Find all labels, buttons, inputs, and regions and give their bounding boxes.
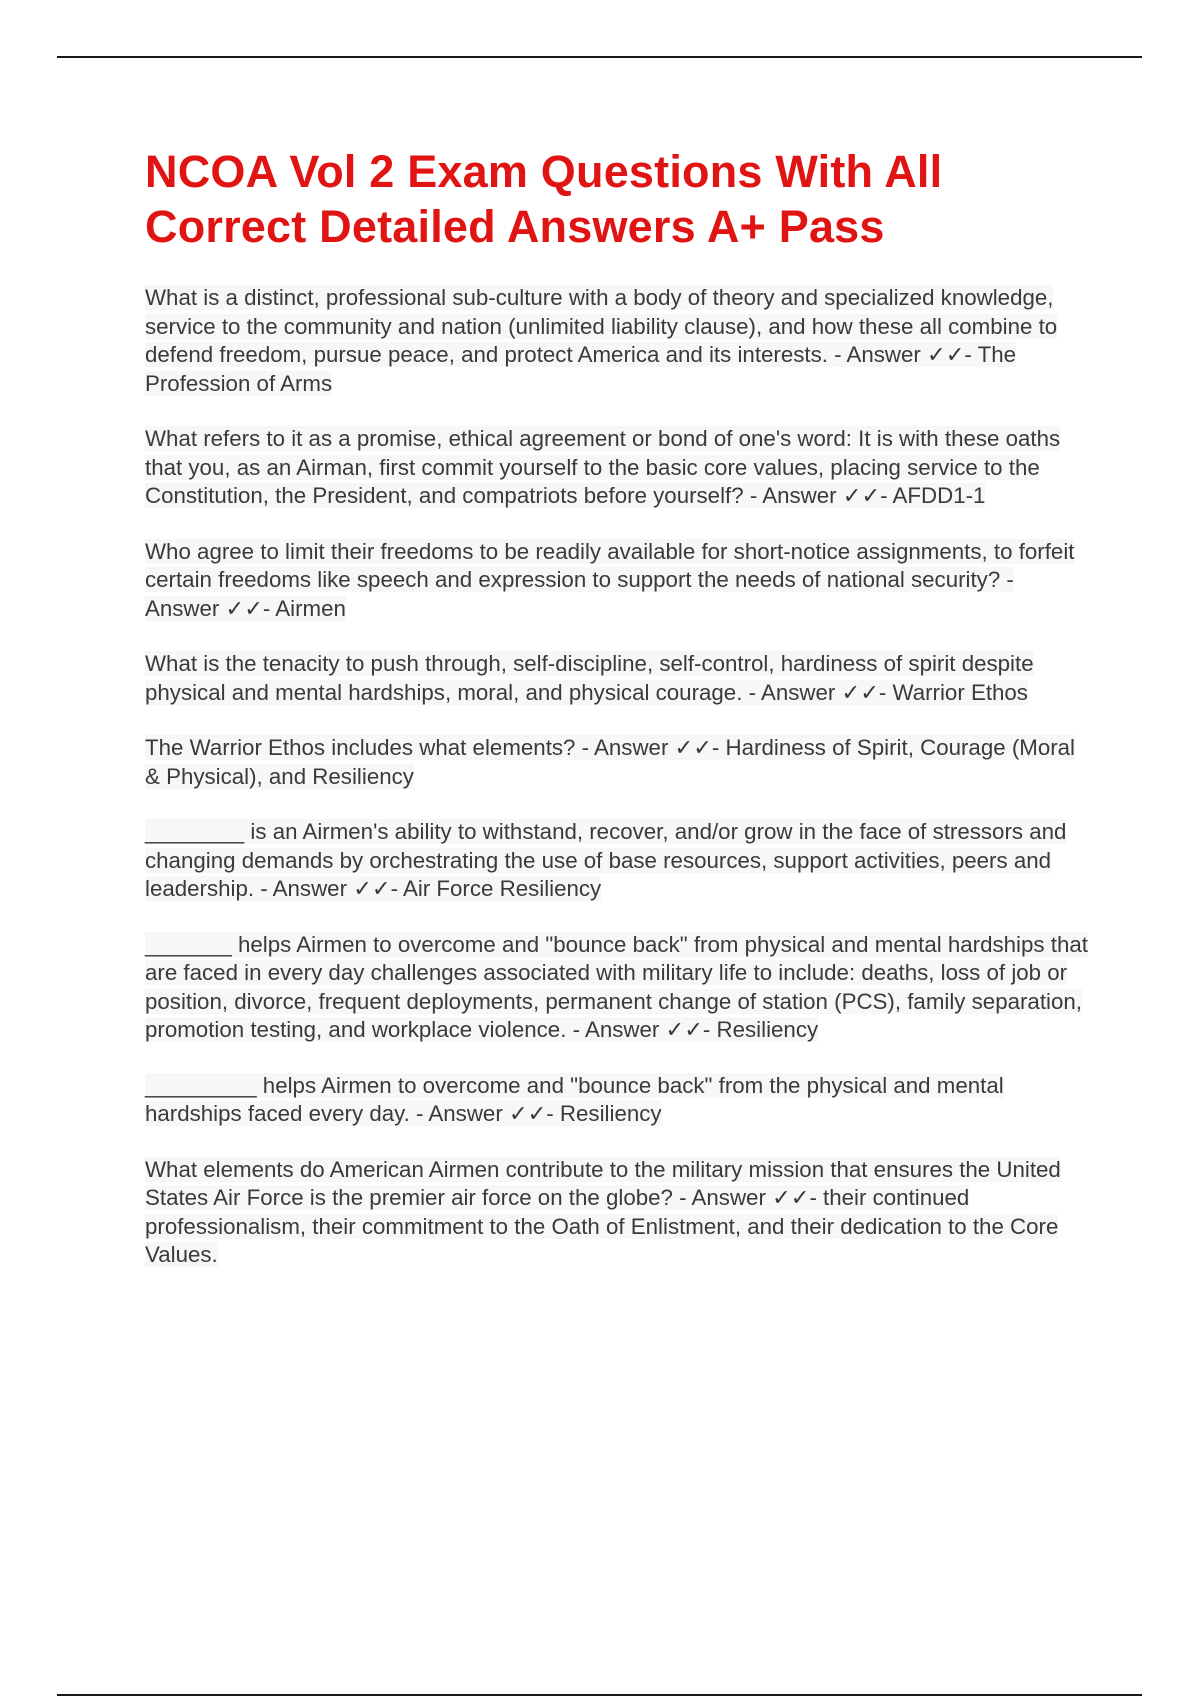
qa-item (145, 425, 1090, 511)
qa-item-text: What is a distinct, professional sub-culture with a body of theory and specialized knowledge, service to the community and nation (unlimited liability clause), and how these all combine to defend freedom, pursue peace, and protect America and its interests. - Answer ✓✓- The Profession of Arms (145, 285, 1058, 396)
qa-item (145, 1156, 1090, 1270)
qa-item (145, 1072, 1090, 1129)
document-title: NCOA Vol 2 Exam Questions With All Correct Detailed Answers A+ Pass (145, 146, 943, 252)
qa-item (145, 818, 1090, 904)
qa-item-text: Who agree to limit their freedoms to be readily available for short-notice assignments, to forfeit certain freedoms like speech and expression to support the needs of national security? - Answer ✓✓- Airmen (145, 538, 1075, 621)
qa-item (145, 650, 1090, 707)
qa-list (145, 284, 1090, 1270)
qa-item-text: _______ helps Airmen to overcome and "bounce back" from physical and mental hardships that are faced in every day challenges associated with military life to include: deaths, loss of job or position, divorce, frequent deployments, permanent change of station (PCS), family separation, promotion testing, and workplace violence. - Answer ✓✓- Resiliency (145, 931, 1088, 1042)
qa-item-text: ________ is an Airmen's ability to withstand, recover, and/or grow in the face of stressors and changing demands by orchestrating the use of base resources, support activities, peers and leadership. - Answer ✓✓- Air Force Resiliency (145, 819, 1067, 901)
document-body (145, 144, 1090, 1297)
qa-item (145, 734, 1090, 791)
qa-item-text: _________ helps Airmen to overcome and "bounce back" from the physical and mental hardships faced every day. - Answer ✓✓- Resiliency (145, 1072, 1004, 1126)
qa-item-text: What is the tenacity to push through, self-discipline, self-control, hardiness of spirit despite physical and mental hardships, moral, and physical courage. - Answer ✓✓- Warrior Ethos (145, 651, 1034, 705)
bottom-rule (57, 1694, 1142, 1696)
qa-item (145, 284, 1090, 398)
qa-item (145, 538, 1090, 624)
qa-item-text: What elements do American Airmen contribute to the military mission that ensures the United States Air Force is the premier air force on the globe? - Answer ✓✓- their continued professionalism, their commitment to the Oath of Enlistment, and their dedication to the Core Values. (145, 1156, 1061, 1267)
top-rule (57, 56, 1142, 58)
qa-item-text: The Warrior Ethos includes what elements? - Answer ✓✓- Hardiness of Spirit, Courage (Moral & Physical), and Resiliency (145, 735, 1076, 789)
qa-item (145, 931, 1090, 1045)
qa-item-text: What refers to it as a promise, ethical agreement or bond of one's word: It is with these oaths that you, as an Airman, first commit yourself to the basic core values, placing service to the Constitution, the President, and compatriots before yourself? - Answer ✓✓- AFDD1-1 (145, 426, 1061, 508)
